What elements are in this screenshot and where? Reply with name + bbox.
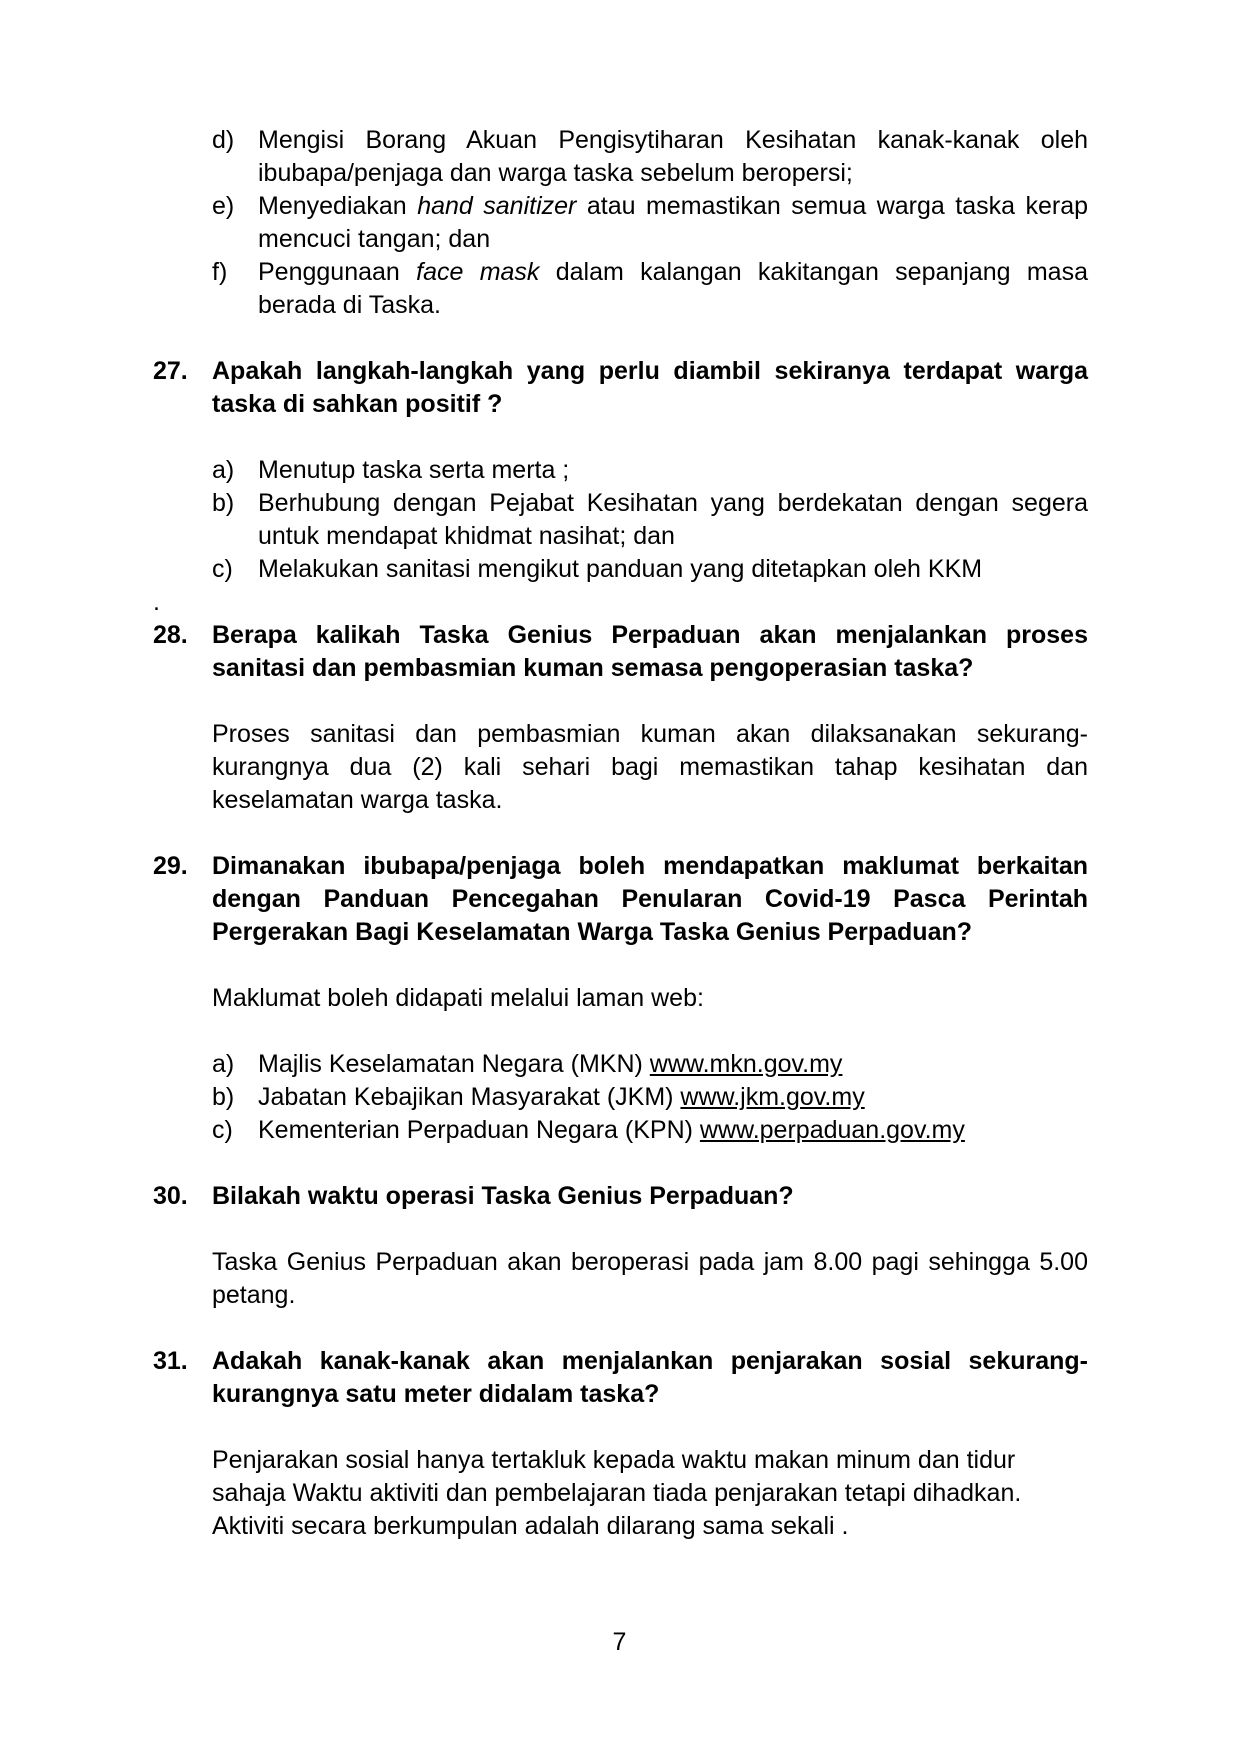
question-29	[153, 850, 1088, 949]
text-segment: Mengisi Borang Akuan Pengisytiharan Kesihatan kanak-kanak oleh ibubapa/penjaga dan warga taska sebelum beropersi;	[258, 126, 1088, 187]
text-segment: Penggunaan	[258, 258, 417, 286]
text-segment: Majlis Keselamatan Negara (MKN)	[258, 1050, 650, 1078]
list-marker: f)	[212, 258, 228, 286]
list-item	[212, 454, 1088, 487]
stray-period: .	[153, 588, 160, 616]
question-31	[153, 1345, 1088, 1411]
link-url[interactable]: www.mkn.gov.my	[649, 1050, 843, 1078]
list-item-text	[258, 1048, 1088, 1081]
question-28	[153, 619, 1088, 685]
list-item-text	[258, 454, 1088, 487]
list-marker: c)	[212, 1116, 233, 1144]
continuation-list	[212, 124, 1088, 322]
answer-paragraph: Taska Genius Perpaduan akan beroperasi pada jam 8.00 pagi sehingga 5.00 petang.	[212, 1248, 1088, 1309]
question-number: 30.	[153, 1182, 188, 1210]
text-segment: Melakukan sanitasi mengikut panduan yang ditetapkan oleh KKM	[258, 555, 983, 583]
list-item	[212, 1048, 1088, 1081]
question-title: Berapa kalikah Taska Genius Perpaduan akan menjalankan proses sanitasi dan pembasmian kuman semasa pengoperasian taska?	[212, 621, 1088, 682]
question-27-list	[212, 454, 1088, 586]
list-marker: a)	[212, 1050, 235, 1078]
answer-paragraph: Proses sanitasi dan pembasmian kuman akan dilaksanakan sekurang-kurangnya dua (2) kali sehari bagi memastikan tahap kesihatan dan keselamatan warga taska.	[212, 720, 1088, 814]
answer-paragraph: Maklumat boleh didapati melalui laman web:	[212, 984, 704, 1012]
question-title: Dimanakan ibubapa/penjaga boleh mendapatkan maklumat berkaitan dengan Panduan Pencegahan Penularan Covid-19 Pasca Perintah Pergerakan Bagi Keselamatan Warga Taska Genius Perpaduan?	[212, 852, 1088, 946]
link-url[interactable]: www.perpaduan.gov.my	[699, 1116, 965, 1144]
page-number: 7	[612, 1628, 627, 1656]
text-segment: dalam kalangan kakitangan sepanjang masa berada di Taska.	[258, 258, 1088, 319]
text-segment: Menutup taska serta merta ;	[258, 456, 570, 484]
text-segment: atau memastikan semua warga taska kerap mencuci tangan; dan	[258, 192, 1089, 253]
list-item-text	[258, 1081, 1088, 1114]
question-number: 31.	[153, 1347, 188, 1375]
emphasized-term: hand sanitizer	[417, 192, 577, 220]
text-segment: Jabatan Kebajikan Masyarakat (JKM)	[258, 1083, 681, 1111]
text-segment: Kementerian Perpaduan Negara (KPN)	[258, 1116, 700, 1144]
list-item	[212, 256, 1088, 322]
question-number: 28.	[153, 621, 188, 649]
question-title: Adakah kanak-kanak akan menjalankan penjarakan sosial sekurang-kurangnya satu meter didalam taska?	[212, 1347, 1088, 1408]
question-number: 29.	[153, 852, 188, 880]
emphasized-term: face mask	[416, 258, 540, 286]
list-item-text	[258, 1114, 1088, 1147]
question-number: 27.	[153, 357, 188, 385]
question-30	[153, 1180, 1088, 1213]
page-content	[153, 124, 1088, 1576]
list-item-text	[258, 487, 1088, 553]
list-item	[212, 1114, 1088, 1147]
link-url[interactable]: www.jkm.gov.my	[680, 1083, 865, 1111]
text-segment: Menyediakan	[258, 192, 418, 220]
list-item	[212, 190, 1088, 256]
list-item	[212, 487, 1088, 553]
answer-paragraph: Penjarakan sosial hanya tertakluk kepada waktu makan minum dan tidur sahaja Waktu aktiviti dan pembelajaran tiada penjarakan tetapi dihadkan. Aktiviti secara berkumpulan adalah dilarang sama sekali .	[212, 1446, 1022, 1540]
list-item-text	[258, 553, 1088, 586]
list-marker: e)	[212, 192, 235, 220]
web-links-list	[212, 1048, 1088, 1147]
list-marker: b)	[212, 489, 235, 517]
list-item-text	[258, 124, 1088, 190]
list-marker: c)	[212, 555, 233, 583]
list-item-text	[258, 256, 1088, 322]
list-marker: d)	[212, 126, 235, 154]
text-segment: Berhubung dengan Pejabat Kesihatan yang berdekatan dengan segera untuk mendapat khidmat nasihat; dan	[258, 489, 1088, 550]
list-item	[212, 124, 1088, 190]
question-title: Apakah langkah-langkah yang perlu diambil sekiranya terdapat warga taska di sahkan positif ?	[212, 357, 1088, 418]
list-marker: b)	[212, 1083, 235, 1111]
list-item	[212, 1081, 1088, 1114]
question-title: Bilakah waktu operasi Taska Genius Perpaduan?	[212, 1182, 794, 1210]
list-item-text	[258, 190, 1088, 256]
question-27	[153, 355, 1088, 421]
list-marker: a)	[212, 456, 235, 484]
list-item	[212, 553, 1088, 586]
